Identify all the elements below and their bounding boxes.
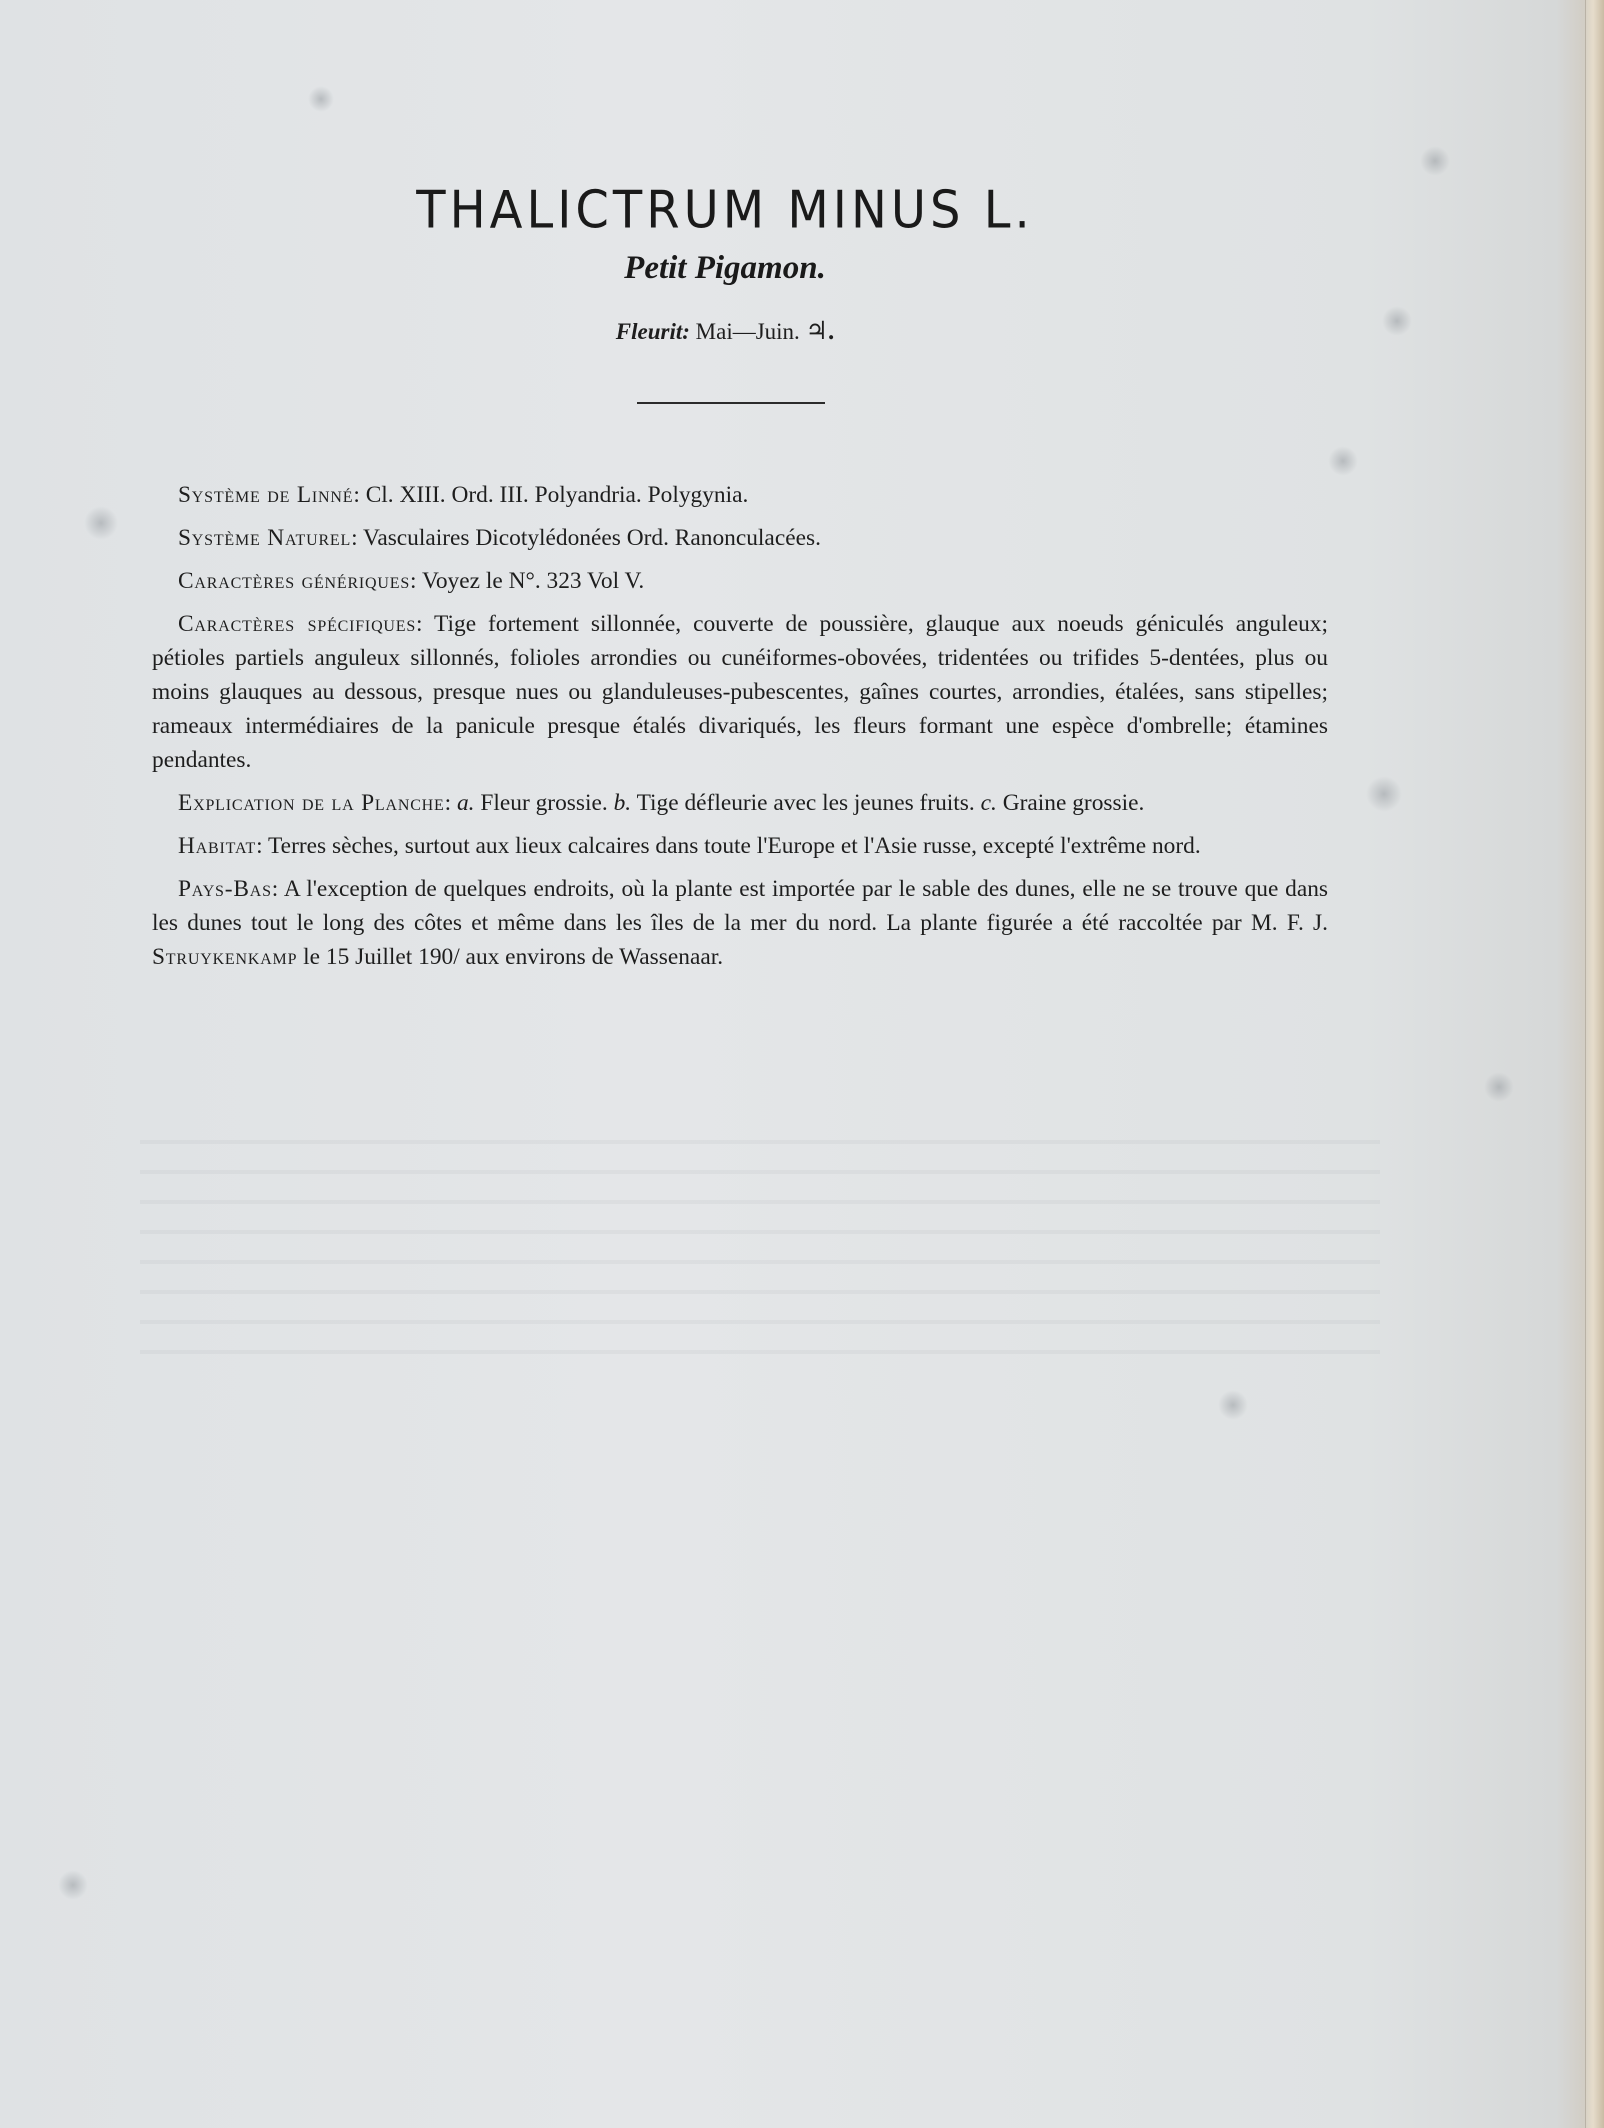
section-text: Terres sèches, surtout aux lieux calcaires dans toute l'Europe et l'Asie russe, excepté l'extrême nord. — [268, 833, 1201, 859]
section-text: Tige fortement sillonnée, couverte de poussière, glauque aux noeuds géniculés anguleux; pétioles partiels anguleux sillonnés, folioles arrondies ou cunéiformes-obovées, tridentées ou trifides 5-dentées, plus ou moins glauques au dessous, presque nues ou glanduleuses-pubescentes, gaînes courtes, arrondies, étalées, sans stipelles; rameaux intermédiaires de la panicule presque étalés divariqués, les fleurs formant une espèce d'ombrelle; étamines pendantes. — [152, 611, 1328, 773]
page-edge — [1585, 0, 1604, 2128]
common-name: Petit Pigamon. — [624, 250, 826, 286]
foxing-spot — [1484, 1072, 1514, 1102]
section-text: Cl. XIII. Ord. III. Polyandria. Polygynia. — [365, 482, 749, 508]
label-separator: : — [256, 833, 269, 859]
flowering-period — [0, 316, 1450, 346]
figure-key: c. — [980, 790, 997, 816]
section-text: Vasculaires Dicotylédonées Ord. Ranonculacées. — [363, 525, 821, 551]
label-separator: : — [410, 568, 422, 594]
label-separator: : — [271, 876, 284, 902]
collector-name: Struykenkamp — [152, 944, 298, 970]
label-separator: : — [444, 790, 457, 816]
figure-caption: Graine grossie. — [1002, 790, 1145, 816]
figure-caption: Tige défleurie avec les jeunes fruits. — [636, 790, 975, 816]
figure-key: b. — [613, 790, 632, 816]
netherlands-distribution — [152, 872, 1328, 974]
foxing-spot — [1218, 1390, 1248, 1420]
flowering-label: Fleurit: — [615, 319, 690, 344]
foxing-spot — [1420, 146, 1450, 176]
linnaean-system — [152, 478, 1328, 512]
section-label: Système de Linné — [178, 482, 354, 508]
section-label: Caractères génériques — [178, 568, 411, 594]
flowering-months: Mai—Juin. — [695, 319, 800, 344]
figure-caption: Fleur grossie. — [480, 790, 608, 816]
plate-explanation — [152, 786, 1328, 820]
generic-characters — [152, 564, 1328, 598]
section-text: A l'exception de quelques endroits, où la plante est importée par le sable des dunes, elle ne se trouve que dans les dunes tout le long des côtes et même dans les îles de la mer du nord. La plante figurée a été raccoltée par M. F. J. — [152, 876, 1329, 936]
label-separator: : — [353, 482, 366, 508]
foxing-spot — [1328, 446, 1358, 476]
section-label: Système Naturel — [178, 525, 352, 551]
section-label: Habitat — [178, 833, 257, 859]
label-separator: : — [416, 611, 435, 637]
label-separator: : — [351, 525, 364, 551]
description-body — [152, 478, 1328, 983]
figure-key: a. — [456, 790, 475, 816]
section-text: Voyez le N°. 323 Vol V. — [421, 568, 645, 594]
foxing-spot — [58, 1870, 88, 1900]
section-label: Caractères spécifiques — [178, 611, 417, 637]
foxing-spot — [308, 86, 334, 112]
habitat — [152, 829, 1328, 863]
section-text: le 15 Juillet 190/ aux environs de Wassenaar. — [303, 944, 724, 970]
section-label: Pays-Bas — [178, 876, 272, 902]
page-title: THALICTRUM MINUS L. — [416, 179, 1034, 241]
specific-characters — [152, 607, 1328, 777]
foxing-spot — [1366, 776, 1402, 812]
title-divider — [637, 402, 825, 404]
show-through-text — [140, 1120, 1380, 1380]
natural-system — [152, 521, 1328, 555]
section-label: Explication de la Planche — [178, 790, 445, 816]
perennial-symbol: ♃. — [805, 318, 835, 345]
foxing-spot — [84, 506, 118, 540]
